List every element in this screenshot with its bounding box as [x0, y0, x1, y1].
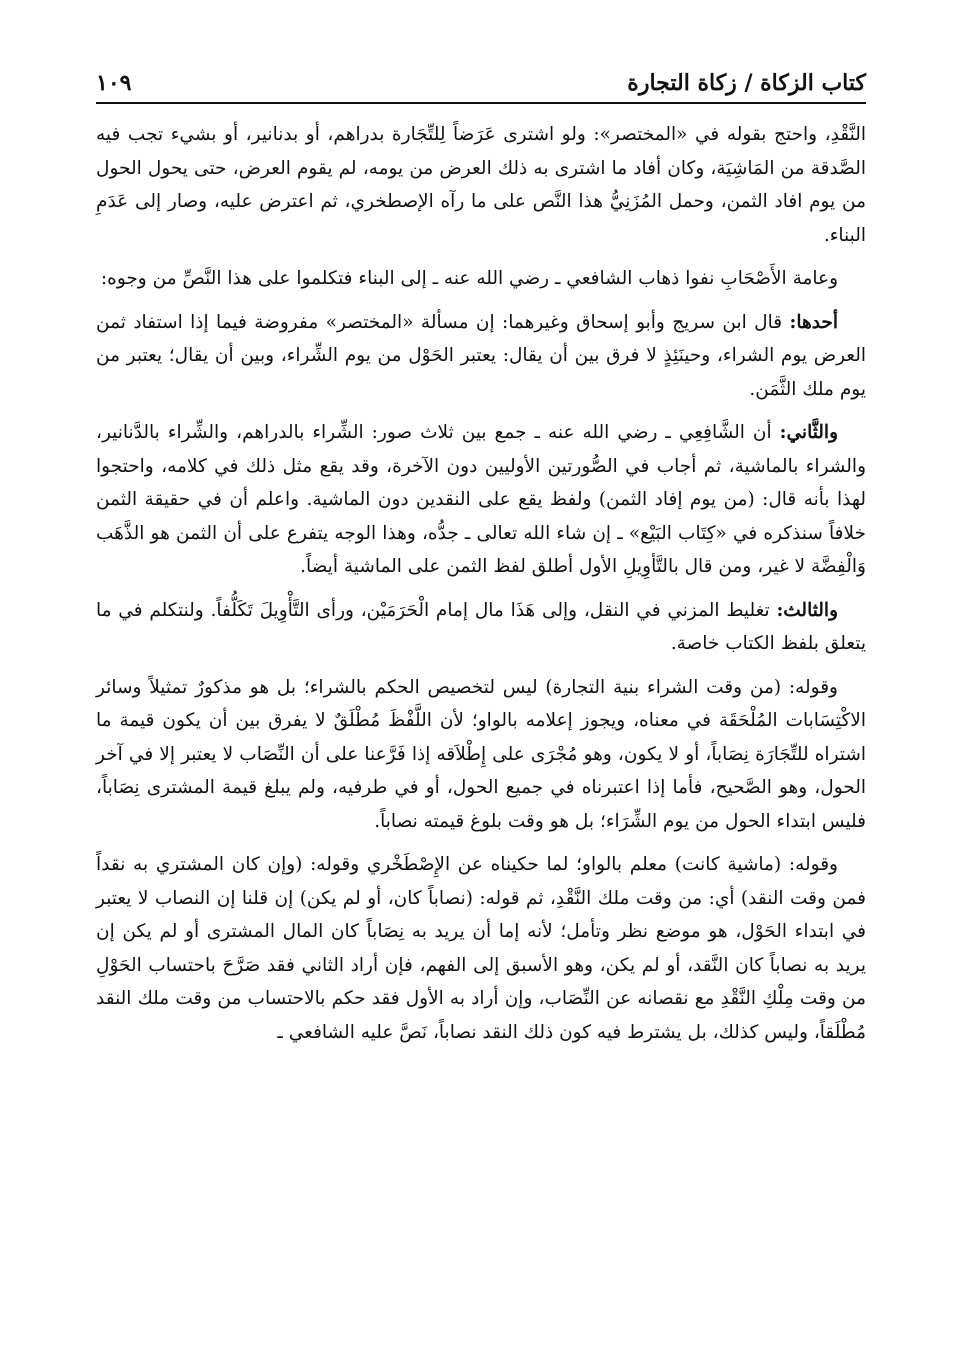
- paragraph: [96, 848, 866, 1049]
- paragraph-lead: والثَّاني:: [779, 422, 838, 443]
- paragraph-lead: أحدها:: [789, 311, 838, 333]
- paragraph-text: أن الشَّافِعِي ـ رضي الله عنه ـ جمع بين ثلاث صور: الشِّراء بالدراهم، والشِّراء بالدَّنانير، والشراء بالماشية، ثم أجاب في الصُّورتين الأوليين دون الآخرة، وقد يقع مثل ذلك في كلامه، واحتجوا لهذا بأنه قال: (من يوم إفاد الثمن) ولفظ يقع على النقدين دون الماشية. واعلم أن في حقيقة الثمن خلافاً سنذكره في «كِتَاب البَيْع» ـ إن شاء الله تعالى ـ جدُّه، وهذا الوجه يتفرع على أن الثمن هو الذَّهَب وَالْفِضَّة لا غير، ومن قال بالتَّأوِيلِ الأول أطلق لفظ الثمن على الماشية أيضاً.: [96, 422, 866, 577]
- book-page: [96, 54, 866, 1059]
- paragraph-text: النَّقْدِ، واحتج بقوله في «المختصر»: ولو اشترى عَرَضاً لِلتِّجَارة بدراهم، أو بدنانير، أو بشيء تجب فيه الصَّدقة من المَاشِيَة، وكان أفاد ما اشترى به ذلك العرض من يومه، لم يقوم العرض، حتى يحول الحول من يوم افاد الثمن، وحمل المُزَنِيُّ هذا النَّص على ما رآه الإصطخري، ثم اعترض عليه، وصار إلى عَدَمِ البناء.: [96, 124, 866, 246]
- paragraph-lead: والثالث:: [776, 599, 838, 621]
- body-text: [96, 118, 866, 1049]
- page-number: ١٠٩: [96, 70, 132, 96]
- paragraph: [96, 118, 866, 252]
- paragraph: [96, 671, 866, 839]
- page-header: [96, 54, 866, 96]
- paragraph-text: تغليط المزني في النقل، وإلى هَذَا مال إمام الْحَرَمَيْن، ورأى التَّأْوِيلَ تَكَلُّفاً. ولنتكلم في ما يتعلق بلفظ الكتاب خاصة.: [96, 599, 866, 654]
- paragraph-text: وقوله: (من وقت الشراء بنية التجارة) ليس لتخصيص الحكم بالشراء؛ بل هو مذكورٌ تمثيلاً وسائر الاكْتِسَابات المُلْحَقَة في معناه، ويجوز إعلامه بالواو؛ لأن اللَّفْظَ مُطْلَقٌ لا يفرق بين أن يكون قيمة ما اشتراه للتِّجَارَة نِصَاباً، أو لا يكون، وهو مُجْرَى على إِطْلاَقه إذا فَرَّعنا على أن النِّصَاب لا يعتبر إلا في آخر الحول، وهو الصَّحيح، فأما إذا اعتبرناه في جميع الحول، أو في طرفيه، ولم يبلغ قيمة المشترى نِصَاباً، فليس ابتداء الحول من يوم الشِّرَاء؛ بل هو وقت بلوغ قيمته نصاباً.: [96, 676, 866, 832]
- paragraph-text: وعامة الأَصْحَابِ نفوا ذهاب الشافعي ـ رضي الله عنه ـ إلى البناء فتكلموا على هذا النَّصِّ من وجوه:: [100, 268, 838, 289]
- header-rule: [96, 102, 866, 104]
- running-title: كتاب الزكاة / زكاة التجارة: [627, 70, 866, 96]
- paragraph-text: وقوله: (ماشية كانت) معلم بالواو؛ لما حكيناه عن الإِصْطَخْري وقوله: (وإن كان المشتري به نقداً فمن وقت النقد) أي: من وقت ملك النَّقْدِ، ثم قوله: (نصاباً كان، أو لم يكن) إن قلنا إن النصاب لا يعتبر في ابتداء الحَوْل، هو موضع نظر وتأمل؛ لأنه إما أن يريد به نِصَاباً كان المال المشترى أو لم يكن إن يريد به نصاباً كان النَّقد، أو لم يكن، وهو الأسبق إلى الفهم، فإن أراد الثاني فقد صَرَّحَ باحتساب الحَوْلِ من وقت مِلْكِ النَّقْدِ مع نقصانه عن النِّصَاب، وإن أراد به الأول فقد حكم بالاحتساب من وقت ملك النقد مُطْلَقاً، وليس كذلك، بل يشترط فيه كون ذلك النقد نصاباً، نَصَّ عليه الشافعي ـ: [96, 854, 866, 1043]
- paragraph-text: قال ابن سريج وأبو إسحاق وغيرهما: إن مسألة «المختصر» مفروضة فيما إذا استفاد ثمن العرض يوم الشراء، وحينَئِذٍ لا فرق بين أن يقال: يعتبر الحَوْل من يوم الشِّراء، وبين أن يقال؛ يعتبر من يوم ملك الثَّمَن.: [96, 311, 866, 400]
- paragraph: [96, 306, 866, 407]
- paragraph: [96, 416, 866, 584]
- paragraph: [96, 262, 866, 296]
- paragraph: [96, 594, 866, 661]
